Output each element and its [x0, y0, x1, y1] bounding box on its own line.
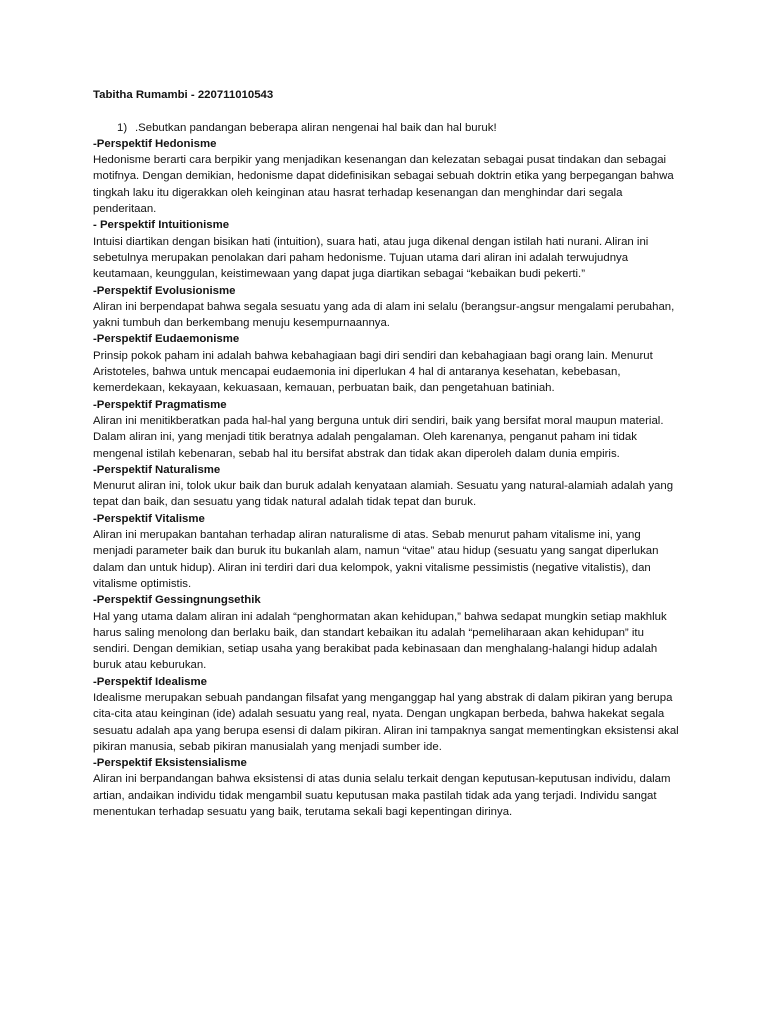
section-body-hedonisme: Hedonisme berarti cara berpikir yang menjadikan kesenangan dan kelezatan sebagai pusat tindakan dan sebagai motifnya. Dengan demikian, hedonisme dapat didefinisikan sebagai sebuah doktrin etika yang berpegangan bahwa tingkah laku itu digerakkan oleh keinginan atau hasrat terhadap kesenangan dan menghindar dari segala penderitaan. — [93, 154, 674, 216]
section-body-eksistensialisme: Aliran ini berpandangan bahwa eksistensi di atas dunia selalu terkait dengan keputusan-keputusan individu, dalam artian, andaikan individu tidak mengambil suatu keputusan maka pastilah tidak ada yang terjadi. Individu sangat menentukan terhadap sesuatu yang baik, terutama sekali bagi kepentingan dirinya. — [93, 773, 671, 819]
section-heading-pragmatisme: -Perspektif Pragmatisme — [93, 398, 227, 411]
section-body-pragmatisme: Aliran ini menitikberatkan pada hal-hal yang berguna untuk diri sendiri, baik yang bersifat moral maupun material. Dalam aliran ini, yang menjadi titik beratnya adalah pengalaman. Oleh karenanya, penganut paham ini tidak mengenal istilah kebenaran, sebab hal itu bersifat abstrak dan tidak akan diperoleh dalam dunia empiris. — [93, 414, 664, 460]
section-heading-intuitionisme: - Perspektif Intuitionisme — [93, 219, 230, 232]
section-body-evolusionisme: Aliran ini berpendapat bahwa segala sesuatu yang ada di alam ini selalu (berangsur-angsur mengalami perubahan, yakni tumbuh dan berkembang menuju kesempurnaannya. — [93, 300, 675, 330]
question-number: 1) — [117, 121, 128, 134]
section-body-eudaemonisme: Prinsip pokok paham ini adalah bahwa kebahagiaan bagi diri sendiri dan kebahagiaan bagi orang lain. Menurut Aristoteles, bahwa untuk mencapai eudaemonia ini diperlukan 4 hal di antaranya kesehatan, kebebasan, kemerdekaan, kekayaan, kekuasaan, kemauan, perbuatan baik, dan pengetahuan batiniah. — [93, 349, 653, 395]
section-body-gessingnungsethik: Hal yang utama dalam aliran ini adalah “penghormatan akan kehidupan,” bahwa sedapat mungkin setiap makhluk harus saling menolong dan berlaku baik, dan standart kebaikan itu adalah “pemeliharaan akan kehidupan” itu sendiri. Dengan demikian, setiap usaha yang berakibat pada kebinasaan dan menghalang-halangi hidup adalah buruk atau keburukan. — [93, 610, 667, 672]
section-body-intuitionisme: Intuisi diartikan dengan bisikan hati (intuition), suara hati, atau juga dikenal dengan istilah hati nurani. Aliran ini sebetulnya merupakan penolakan dari paham hedonisme. Tujuan utama dari aliran ini adalah terwujudnya keutamaan, keunggulan, keistimewaan yang dapat juga diartikan sebagai “kebaikan budi pekerti.” — [93, 235, 649, 281]
question-text: .Sebutkan pandangan beberapa aliran nengenai hal baik dan hal buruk! — [135, 121, 497, 134]
question-line — [93, 120, 683, 136]
section-heading-evolusionisme: -Perspektif Evolusionisme — [93, 284, 236, 297]
section-heading-eudaemonisme: -Perspektif Eudaemonisme — [93, 333, 240, 346]
section-body-idealisme: Idealisme merupakan sebuah pandangan filsafat yang menganggap hal yang abstrak di dalam pikiran yang berupa cita-cita atau keinginan (ide) adalah sesuatu yang real, nyata. Dengan ungkapan berbeda, bahwa hakekat segala sesuatu adalah apa yang berupa esensi di dalam pikiran. Aliran ini tampaknya sangat mementingkan eksistensi akal pikiran manusia, sebab pikiran manusialah yang menjadi sumber ide. — [93, 691, 679, 753]
document-body — [93, 87, 683, 820]
section-heading-idealisme: -Perspektif Idealisme — [93, 675, 207, 688]
section-body-naturalisme: Menurut aliran ini, tolok ukur baik dan buruk adalah kenyataan alamiah. Sesuatu yang natural-alamiah adalah yang tepat dan baik, dan sesuatu yang tidak natural adalah tidak tepat dan buruk. — [93, 480, 674, 509]
section-heading-hedonisme: -Perspektif Hedonisme — [93, 137, 217, 150]
section-heading-naturalisme: -Perspektif Naturalisme — [93, 463, 221, 476]
section-body-vitalisme: Aliran ini merupakan bantahan terhadap aliran naturalisme di atas. Sebab menurut paham vitalisme ini, yang menjadi parameter baik dan buruk itu bukanlah alam, namun “vitae” atau hidup (sesuatu yang sangat diperlukan dalam dan untuk hidup). Aliran ini terdiri dari dua kelompok, yakni vitalisme pessimistis (negative vitalistis), dan vitalisme optimistis. — [93, 529, 659, 590]
section-heading-eksistensialisme: -Perspektif Eksistensialisme — [93, 757, 247, 770]
author-line: Tabitha Rumambi - 220711010543 — [93, 89, 274, 101]
section-heading-vitalisme: -Perspektif Vitalisme — [93, 512, 205, 525]
section-heading-gessingnungsethik: -Perspektif Gessingnungsethik — [93, 594, 261, 607]
